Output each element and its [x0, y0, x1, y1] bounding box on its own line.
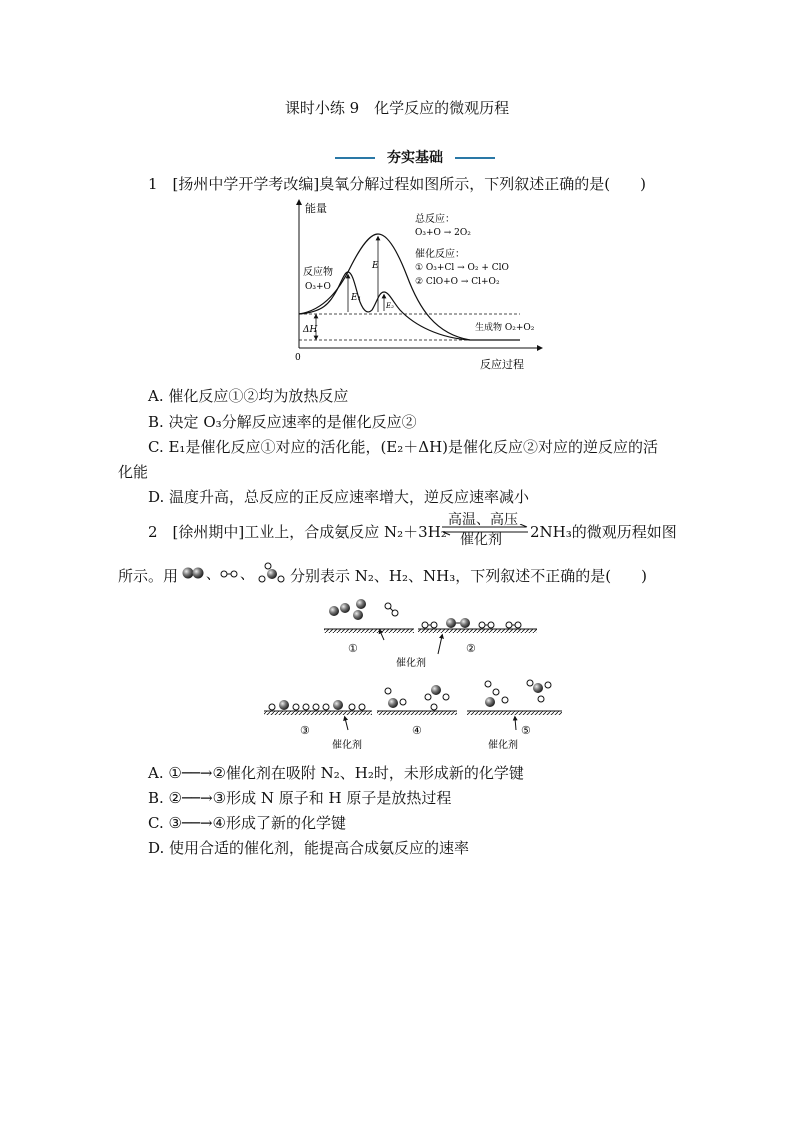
label-stage-2: ②: [466, 642, 476, 655]
q2-line2-part2: 分别表示 N₂、H₂、NH₃，下列叙述不正确的是( ): [290, 567, 647, 585]
reactant-label: 反应物: [303, 267, 333, 278]
q2-option-c: C. ③──→④形成了新的化学键: [148, 814, 347, 832]
label-stage-4: ④: [412, 724, 422, 737]
q2-option-a: A. ①──→②催化剂在吸附 N₂、H₂时，未形成新的化学键: [148, 764, 524, 782]
energy-diagram: [285, 198, 545, 376]
q1-stem: 1 [扬州中学开学考改编]臭氧分解过程如图所示，下列叙述正确的是( ): [148, 175, 646, 193]
E2-label: E₂: [386, 302, 394, 310]
q2-option-b: B. ②──→③形成 N 原子和 H 原子是放热过程: [148, 789, 452, 807]
E-label: E: [372, 261, 379, 271]
q2-line2-part1: 所示。用: [118, 567, 179, 585]
label-stage-5: ⑤: [521, 724, 531, 737]
svg-text:、: 、: [206, 567, 220, 583]
reversible-arrow: [440, 524, 530, 536]
section-header: [335, 148, 495, 168]
stage-2: [418, 618, 537, 654]
q1-option-b: B. 决定 O₃分解反应速率的是催化反应②: [148, 413, 417, 431]
page-title: 课时小练 9 化学反应的微观历程: [284, 99, 510, 117]
q2-condition-top: 高温、高压: [448, 512, 518, 528]
stage-5: [467, 680, 562, 730]
q1-option-c-line1: C. E₁是催化反应①对应的活化能，(E₂＋ΔH)是催化反应②对应的逆反应的活: [148, 438, 659, 456]
q2-stem-part2: 2NH₃的微观历程如图: [530, 523, 677, 541]
stage-4: [377, 685, 457, 715]
catalyst-label-1: 催化剂: [396, 658, 426, 669]
ammonia-mechanism-diagram: [262, 596, 567, 756]
x-axis-label: 反应过程: [480, 358, 524, 371]
q1-option-c-line2: 化能: [118, 463, 149, 481]
catalyst-label-3: 催化剂: [488, 740, 518, 751]
q2-stem-part1: 2 [徐州期中]工业上，合成氨反应 N₂＋3H₂: [148, 523, 447, 541]
q1-option-d: D. 温度升高，总反应的正反应速率增大，逆反应速率减小: [148, 488, 530, 506]
q2-condition-bottom: 催化剂: [460, 532, 502, 548]
n2-legend-icon: [183, 568, 204, 579]
E1-label: E₁: [351, 293, 362, 303]
h2-legend-icon: [221, 571, 237, 577]
product-label: 生成物 O₂+O₂: [475, 323, 535, 333]
total-eq: O₃+O → 2O₂: [415, 228, 471, 238]
q1-option-a: A. 催化反应①②均为放热反应: [148, 387, 349, 405]
reactant-formula: O₃+O: [305, 282, 331, 292]
cat-eq-2: ② ClO+O → Cl+O₂: [415, 277, 500, 287]
svg-text:、: 、: [240, 567, 254, 583]
dH-label: ΔH: [303, 325, 318, 335]
catalyst-label-2: 催化剂: [332, 740, 362, 751]
origin-label: 0: [295, 353, 301, 363]
cat-eq-1: ① O₃+Cl → O₂ + ClO: [415, 263, 509, 273]
label-stage-1: ①: [348, 642, 358, 655]
y-axis-label: 能量: [305, 202, 327, 215]
total-title: 总反应：: [415, 214, 455, 225]
q2-option-d: D. 使用合适的催化剂，能提高合成氨反应的速率: [148, 839, 470, 857]
molecule-legend: [180, 560, 290, 586]
cat-title: 催化反应：: [415, 249, 465, 260]
stage-3: [264, 700, 372, 730]
section-title: 夯实基础: [387, 150, 443, 166]
stage-1: [324, 599, 414, 640]
label-stage-3: ③: [300, 724, 310, 737]
nh3-legend-icon: [259, 563, 284, 582]
